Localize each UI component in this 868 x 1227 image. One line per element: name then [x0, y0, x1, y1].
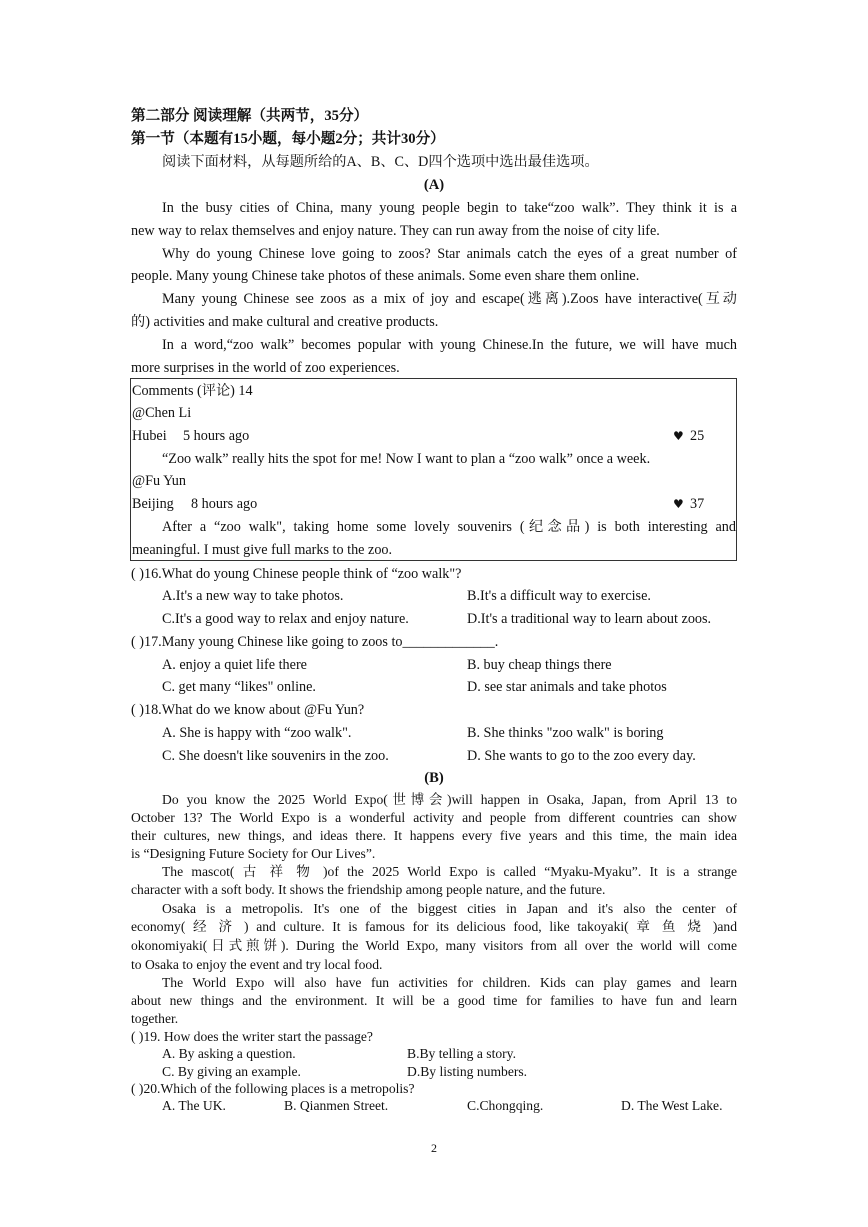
question-option: C.Chongqing.	[467, 1098, 544, 1113]
passage-b-line: okonomiyaki(日式煎饼). During the World Expo, many visitors from all over the world will come	[131, 938, 737, 953]
comment-time: 8 hours ago	[191, 496, 258, 512]
passage-a-line: Why do young Chinese love going to zoos? Star animals catch the eyes of a great number of	[162, 246, 737, 262]
comment-user: @Fu Yun	[132, 473, 186, 489]
question-stem: ( )16.What do young Chinese people think of “zoo walk"?	[131, 566, 462, 582]
passage-b-line: is “Designing Future Society for Our Lives”.	[131, 846, 376, 861]
question-option: D.It's a traditional way to learn about zoos.	[467, 611, 712, 627]
passage-a-line: In a word,“zoo walk” becomes popular with young Chinese.In the future, we will have much	[162, 337, 737, 353]
comment-time: 5 hours ago	[183, 428, 250, 444]
passage-a-line: Many young Chinese see zoos as a mix of joy and escape(逃离).Zoos have interactive(互动	[162, 291, 737, 307]
passage-a-line: people. Many young Chinese take photos of these animals. Some even share them online.	[131, 268, 640, 284]
passage-b-line: Do you know the 2025 World Expo(世博会)will happen in Osaka, Japan, from April 13 to	[162, 792, 737, 807]
instruction: 阅读下面材料，从每题所给的A、B、C、D四个选项中选出最佳选项。	[162, 154, 599, 170]
question-option: C. By giving an example.	[162, 1064, 301, 1079]
question-option: A.It's a new way to take photos.	[162, 588, 344, 604]
heart-icon: ♥	[673, 429, 684, 443]
subsection-title: 第一节（本题有15小题，每小题2分；共计30分）	[131, 131, 445, 147]
question-option: B. Qianmen Street.	[284, 1098, 389, 1113]
question-option: D. see star animals and take photos	[467, 679, 667, 695]
passage-a-line: 的) activities and make cultural and creative products.	[131, 314, 439, 330]
passage-b-line: character with a soft body. It shows the friendship among people nature, and the future.	[131, 882, 606, 897]
comment-text: “Zoo walk” really hits the spot for me! Now I want to plan a “zoo walk” once a week.	[162, 451, 651, 467]
question-option: A. enjoy a quiet life there	[162, 657, 307, 673]
comment-text: After a “zoo walk", taking home some lovely souvenirs (纪念品) is both interesting and	[162, 519, 736, 535]
passage-b-line: Osaka is a metropolis. It's one of the biggest cities in Japan and it's also the center of	[162, 901, 737, 916]
question-option: A. She is happy with “zoo walk".	[162, 725, 352, 741]
passage-a-line: new way to relax themselves and enjoy nature. They can run away from the noise of city life.	[131, 223, 660, 239]
passage-b-label: (B)	[424, 770, 444, 786]
question-option: C. get many “likes" online.	[162, 679, 316, 695]
question-option: D. The West Lake.	[621, 1098, 723, 1113]
question-stem: ( )18.What do we know about @Fu Yun?	[131, 702, 365, 718]
question-option: B. She thinks "zoo walk" is boring	[467, 725, 664, 741]
question-option: B.It's a difficult way to exercise.	[467, 588, 651, 604]
comments-header: Comments (评论) 14	[132, 383, 253, 399]
question-stem: ( )20.Which of the following places is a metropolis?	[131, 1081, 415, 1096]
comment-user: @Chen Li	[132, 405, 192, 421]
heart-icon: ♥	[673, 497, 684, 511]
question-stem: ( )19. How does the writer start the passage?	[131, 1029, 373, 1044]
passage-a-label: (A)	[423, 177, 445, 193]
passage-b-line: economy( 经 济 ) and culture. It is famous for its delicious food, like takoyaki( 章 鱼 烧 )and	[131, 919, 737, 934]
comment-likes: 37	[690, 496, 705, 512]
passage-b-line: their cultures, new things, and ideas there. It happens every five years and this time, the main idea	[131, 828, 737, 843]
passage-b-line: The mascot( 古 祥 物 )of the 2025 World Expo is called “Myaku-Myaku”. It is a strange	[162, 864, 737, 879]
comment-location: Hubei	[132, 428, 167, 444]
question-option: A. By asking a question.	[162, 1046, 296, 1061]
question-option: D. She wants to go to the zoo every day.	[467, 748, 696, 764]
question-option: C. She doesn't like souvenirs in the zoo.	[162, 748, 389, 764]
question-option: A. The UK.	[162, 1098, 226, 1113]
passage-b-line: The World Expo will also have fun activities for children. Kids can play games and learn	[162, 975, 737, 990]
comment-likes: 25	[690, 428, 705, 444]
question-option: C.It's a good way to relax and enjoy nature.	[162, 611, 409, 627]
question-stem: ( )17.Many young Chinese like going to zoos to_____________.	[131, 634, 499, 650]
passage-b-line: to Osaka to enjoy the event and try local food.	[131, 957, 383, 972]
passage-b-line: about new things and the environment. It will be a good time for families to have fun and learn	[131, 993, 737, 1008]
question-option: B.By telling a story.	[407, 1046, 516, 1061]
passage-b-line: October 13? The World Expo is a wonderful activity and people from different countries can show	[131, 810, 737, 825]
passage-a-line: more surprises in the world of zoo experiences.	[131, 360, 400, 376]
question-option: B. buy cheap things there	[467, 657, 612, 673]
comment-location: Beijing	[132, 496, 174, 512]
comment-text: meaningful. I must give full marks to the zoo.	[132, 542, 393, 558]
section-title: 第二部分 阅读理解（共两节，35分）	[131, 108, 369, 124]
page-number: 2	[431, 1141, 437, 1155]
question-option: D.By listing numbers.	[407, 1064, 528, 1079]
passage-b-line: together.	[131, 1011, 179, 1026]
passage-a-line: In the busy cities of China, many young people begin to take“zoo walk”. They think it is a	[162, 200, 737, 216]
